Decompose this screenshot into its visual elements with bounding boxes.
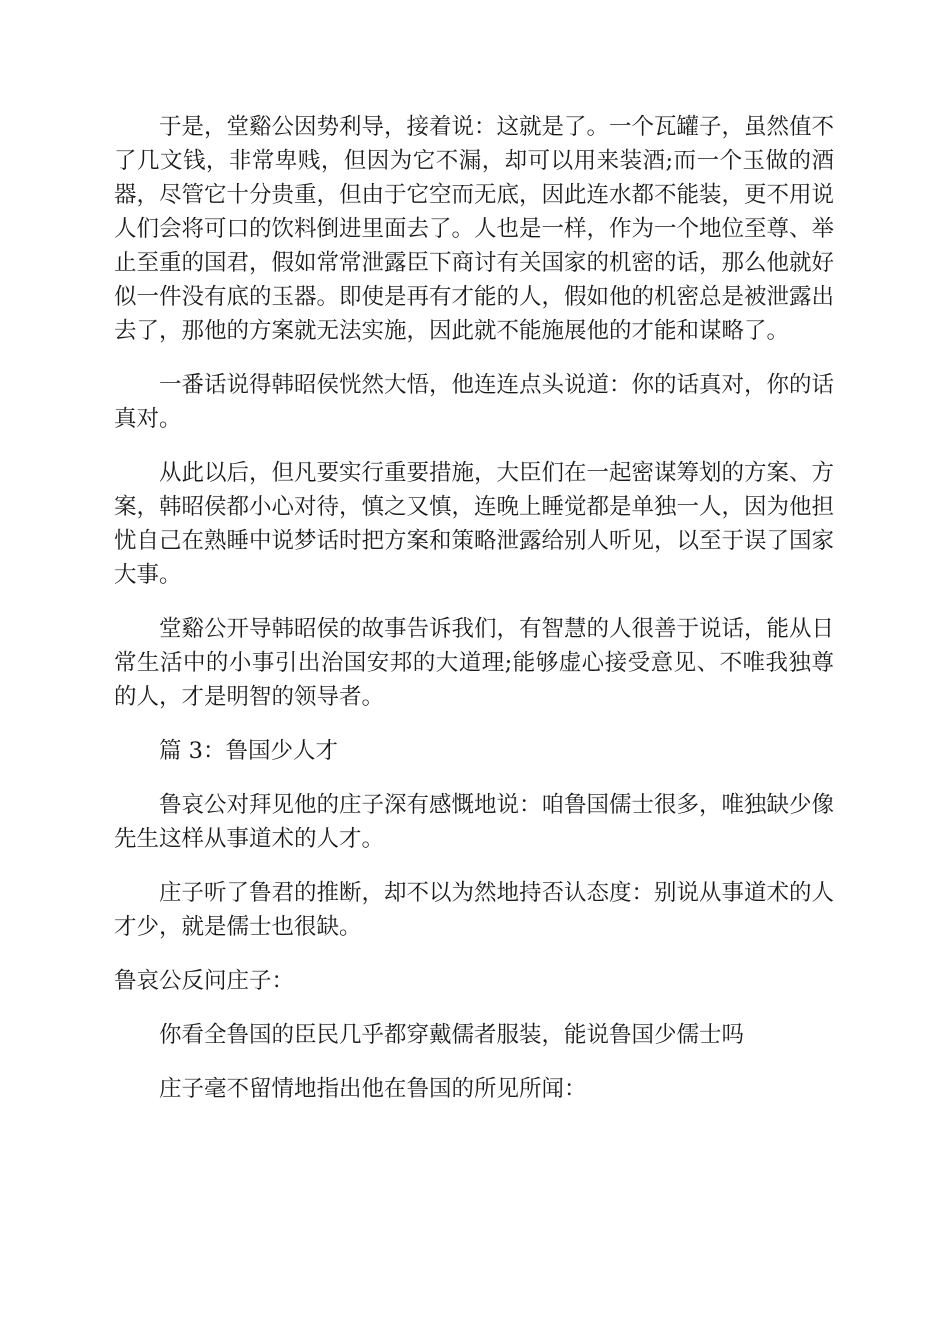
paragraph-observation: 庄子毫不留情地指出他在鲁国的所见所闻： <box>159 1076 587 1102</box>
paragraph-persuasion: 于是，堂谿公因势利导，接着说：这就是了。一个瓦罐子，虽然值不了几文钱，非常卑贱，但因为它不漏，却可以用来装酒;而一个玉做的酒器，尽管它十分贵重，但由于它空而无底，因此连水都不能装，更不用说人们会将可口的饮料倒进里面去了。人也是一样，作为一个地位至尊、举止至重的国君，假如常常泄露臣下商讨有关国家的机密的话，那么他就好似一件没有底的玉器。即使是再有才能的人，假如他的机密总是被泄露出去了，那他的方案就无法实施，因此就不能施展他的才能和谋略了。 <box>114 114 835 344</box>
paragraph-zhuangzi-reply: 庄子听了鲁君的推断，却不以为然地持否认态度：别说从事道术的人才少，就是儒士也很缺。 <box>114 880 835 940</box>
document-body <box>114 110 834 1106</box>
paragraph-counter-question: 鲁哀公反问庄子： <box>114 968 295 994</box>
paragraph-question: 你看全鲁国的臣民几乎都穿戴儒者服装，能说鲁国少儒士吗 <box>159 1022 745 1048</box>
section-heading: 篇 3：鲁国少人才 <box>159 738 338 764</box>
paragraph-moral: 堂谿公开导韩昭侯的故事告诉我们，有智慧的人很善于说话，能从日常生活中的小事引出治国安邦的大道理;能够虚心接受意见、不唯我独尊的人，才是明智的领导者。 <box>114 616 835 710</box>
paragraph-caution: 从此以后，但凡要实行重要措施，大臣们在一起密谋筹划的方案、方案，韩昭侯都小心对待，慎之又慎，连晚上睡觉都是单独一人，因为他担忧自己在熟睡中说梦话时把方案和策略泄露给别人听见，以至于误了国家大事。 <box>114 460 835 588</box>
paragraph-lu-ai-gong: 鲁哀公对拜见他的庄子深有感慨地说：咱鲁国儒士很多，唯独缺少像先生这样从事道术的人才。 <box>114 792 835 852</box>
paragraph-enlightened: 一番话说得韩昭侯恍然大悟，他连连点头说道：你的话真对，你的话真对。 <box>114 372 835 432</box>
